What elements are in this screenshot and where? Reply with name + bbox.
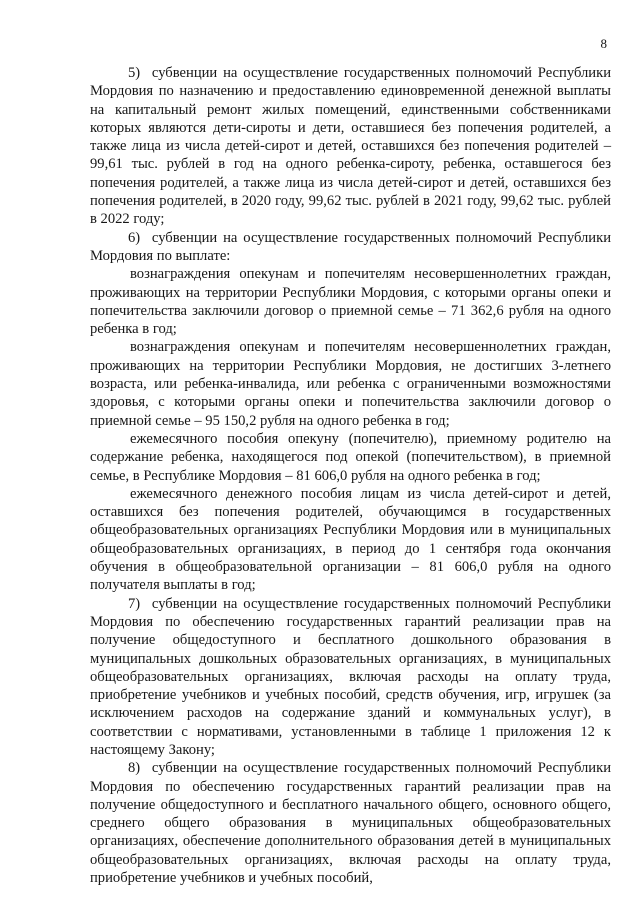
paragraph-orphan-student-allowance: ежемесячного денежного пособия лицам из числа детей-сирот и детей, оставшихся без попечения родителей, обучающимся в государственных общеобразовательных организациях Республики Мордовия или в муниципальных общеобразовательных организациях, в период до 1 сентября года окончания обучения в общеобразовательной организации – 81 606,0 рубля на одного получателя выплаты в год; <box>90 485 611 594</box>
paragraph-item-5: 5) субвенции на осуществление государственных полномочий Республики Мордовия по назначению и предоставлению единовременной денежной выплаты на капитальный ремонт жилых помещений, единственными собственниками которых являются дети-сироты и дети, оставшиеся без попечения родителей, а также лица из числа детей-сирот и детей, оставшихся без попечения родителей – 99,61 тыс. рублей в год на одного ребенка-сироту, ребенка, оставшегося без попечения родителей, а также лица из числа детей-сирот и детей, оставшихся без попечения родителей, в 2020 году, 99,62 тыс. рублей в 2021 году, 99,62 тыс. рублей в 2022 году; <box>90 65 611 228</box>
paragraph-item-8: 8) субвенции на осуществление государственных полномочий Республики Мордовия по обеспечению государственных гарантий реализации прав на получение общедоступного и бесплатного начального общего, основного общего, среднего общего образования в муниципальных общеобразовательных организациях, обеспечение дополнительного образования детей в муниципальных общеобразовательных организациях, включая расходы на оплату труда, приобретение учебников и учебных пособий, <box>90 760 611 887</box>
page-number: 8 <box>600 36 607 51</box>
document-body <box>90 64 611 887</box>
paragraph-item-6: 6) субвенции на осуществление государственных полномочий Республики Мордовия по выплате: <box>90 229 611 264</box>
paragraph-guardian-allowance: ежемесячного пособия опекуну (попечителю), приемному родителю на содержание ребенка, находящегося под опекой (попечительством), в приемной семье, в Республике Мордовия – 81 606,0 рубля на одного ребенка в год; <box>90 430 611 484</box>
paragraph-foster-remuneration: вознаграждения опекунам и попечителям несовершеннолетних граждан, проживающих на территории Республики Мордовия, с которыми органы опеки и попечительства заключили договор о приемной семье – 71 362,6 рубля на одного ребенка в год; <box>90 266 611 338</box>
paragraph-item-7: 7) субвенции на осуществление государственных полномочий Республики Мордовия по обеспечению государственных гарантий реализации прав на получение общедоступного и бесплатного дошкольного образования в муниципальных дошкольных образовательных организациях, в муниципальных общеобразовательных организациях, включая расходы на оплату труда, приобретение учебников и учебных пособий, средств обучения, игр, игрушек (за исключением расходов на содержание зданий и коммунальных услуг), в соответствии с нормативами, установленными в таблице 1 приложения 12 к настоящему Закону; <box>90 595 611 758</box>
paragraph-foster-remuneration-special: вознаграждения опекунам и попечителям несовершеннолетних граждан, проживающих на территории Республики Мордовия, не достигших 3-летнего возраста, или ребенка-инвалида, или ребенка с ограниченными возможностями здоровья, с которыми органы опеки и попечительства заключили договор о приемной семье – 95 150,2 рубля на одного ребенка в год; <box>90 339 611 429</box>
